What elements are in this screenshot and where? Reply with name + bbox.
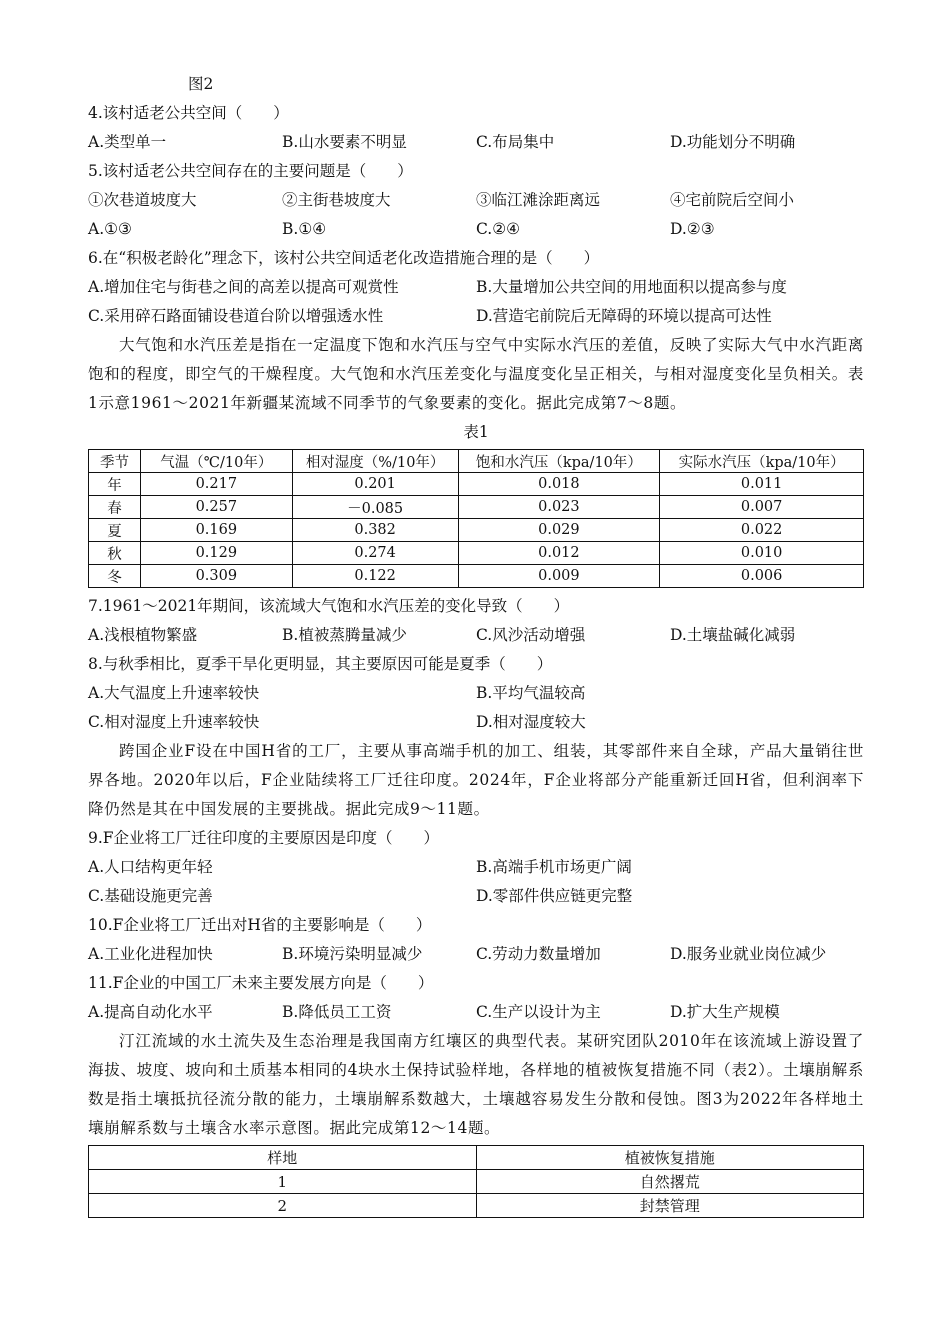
q10-option-d: D.服务业就业岗位减少 xyxy=(670,945,827,963)
table-cell: 0.022 xyxy=(660,519,864,542)
table-cell: 0.006 xyxy=(660,565,864,588)
table-cell: 0.122 xyxy=(292,565,458,588)
table2 xyxy=(88,1145,864,1218)
q7-options xyxy=(88,621,864,650)
q6-options-row2 xyxy=(88,302,864,331)
passage-soil: 汀江流域的水土流失及生态治理是我国南方红壤区的典型代表。某研究团队2010年在该流域上游设置了海拔、坡度、坡向和土质基本相同的4块水土保持试验样地，各样地的植被恢复措施不同（表2）。土壤崩解系数是指土壤抵抗径流分散的能力，土壤崩解系数越大，土壤越容易发生分散和侵蚀。图3为2022年各样地土壤崩解系数与土壤含水率示意图。据此完成第12～14题。 xyxy=(88,1032,864,1137)
table-cell: 0.309 xyxy=(140,565,292,588)
q7-stem: 7.1961～2021年期间，该流域大气饱和水汽压差的变化导致（ ） xyxy=(88,597,570,615)
table-cell: －0.085 xyxy=(292,496,458,519)
q7-option-d: D.土壤盐碱化减弱 xyxy=(670,626,796,644)
table-row xyxy=(89,565,864,588)
q11-option-d: D.扩大生产规模 xyxy=(670,1003,780,1021)
q11-stem: 11.F企业的中国工厂未来主要发展方向是（ ） xyxy=(88,974,434,992)
table-cell: 0.217 xyxy=(140,473,292,496)
table1-header: 饱和水汽压（kpa/10年） xyxy=(458,450,660,473)
table-cell: 0.382 xyxy=(292,519,458,542)
table-cell: 0.009 xyxy=(458,565,660,588)
table2-header-row xyxy=(89,1146,864,1170)
table-cell: 夏 xyxy=(89,519,141,542)
q5-item-1: ①次巷道坡度大 xyxy=(88,191,197,209)
q10-option-b: B.环境污染明显减少 xyxy=(282,945,423,963)
table-cell: 封禁管理 xyxy=(476,1194,864,1218)
q4-option-b: B.山水要素不明显 xyxy=(282,133,407,151)
q5-option-b: B.①④ xyxy=(282,220,327,238)
q4-option-c: C.布局集中 xyxy=(476,133,555,151)
table-cell: 0.012 xyxy=(458,542,660,565)
q10-option-a: A.工业化进程加快 xyxy=(88,945,213,963)
table-cell: 1 xyxy=(89,1170,477,1194)
table-cell: 自然撂荒 xyxy=(476,1170,864,1194)
table-cell: 冬 xyxy=(89,565,141,588)
q5-option-d: D.②③ xyxy=(670,220,715,238)
q5-items xyxy=(88,186,864,215)
q6-option-b: B.大量增加公共空间的用地面积以提高参与度 xyxy=(476,278,787,296)
q11-option-a: A.提高自动化水平 xyxy=(88,1003,213,1021)
table1-header: 实际水汽压（kpa/10年） xyxy=(660,450,864,473)
q7-option-c: C.风沙活动增强 xyxy=(476,626,586,644)
table-row xyxy=(89,542,864,565)
q4-option-a: A.类型单一 xyxy=(88,133,167,151)
table1-header: 相对湿度（%/10年） xyxy=(292,450,458,473)
q9-options-row1 xyxy=(88,853,864,882)
table-cell: 0.201 xyxy=(292,473,458,496)
table-cell: 0.023 xyxy=(458,496,660,519)
q6-options-row1 xyxy=(88,273,864,302)
table-cell: 0.007 xyxy=(660,496,864,519)
q9-option-d: D.零部件供应链更完整 xyxy=(476,887,633,905)
q8-stem: 8.与秋季相比，夏季干旱化更明显，其主要原因可能是夏季（ ） xyxy=(88,655,553,673)
q8-options-row1 xyxy=(88,679,864,708)
q11-option-c: C.生产以设计为主 xyxy=(476,1003,601,1021)
table1-header: 季节 xyxy=(89,450,141,473)
q6-stem: 6.在“积极老龄化”理念下，该村公共空间适老化改造措施合理的是（ ） xyxy=(88,249,600,267)
table-row xyxy=(89,519,864,542)
q4-options xyxy=(88,128,864,157)
q6-option-a: A.增加住宅与街巷之间的高差以提高可观赏性 xyxy=(88,278,399,296)
table-row xyxy=(89,496,864,519)
passage-enterprise: 跨国企业F设在中国H省的工厂，主要从事高端手机的加工、组装，其零部件来自全球，产品大量销往世界各地。2020年以后，F企业陆续将工厂迁往印度。2024年，F企业将部分产能重新迁回H省，但利润率下降仍然是其在中国发展的主要挑战。据此完成9～11题。 xyxy=(88,742,864,818)
table1 xyxy=(88,449,864,588)
table-cell: 0.274 xyxy=(292,542,458,565)
exam-page xyxy=(88,70,864,1218)
q6-option-c: C.采用碎石路面铺设巷道台阶以增强透水性 xyxy=(88,307,384,325)
table2-header: 样地 xyxy=(89,1146,477,1170)
table-cell: 春 xyxy=(89,496,141,519)
q4-stem: 4.该村适老公共空间（ ） xyxy=(88,104,289,122)
q5-option-a: A.①③ xyxy=(88,220,132,238)
q10-option-c: C.劳动力数量增加 xyxy=(476,945,601,963)
q5-item-4: ④宅前院后空间小 xyxy=(670,191,795,209)
table-row xyxy=(89,1170,864,1194)
q8-option-b: B.平均气温较高 xyxy=(476,684,586,702)
table-row xyxy=(89,1194,864,1218)
table-cell: 0.018 xyxy=(458,473,660,496)
q8-option-d: D.相对湿度较大 xyxy=(476,713,586,731)
table-cell: 0.169 xyxy=(140,519,292,542)
figure-caption: 图2 xyxy=(188,75,214,93)
q11-options xyxy=(88,998,864,1027)
table2-header: 植被恢复措施 xyxy=(476,1146,864,1170)
q8-option-c: C.相对湿度上升速率较快 xyxy=(88,713,260,731)
q5-stem: 5.该村适老公共空间存在的主要问题是（ ） xyxy=(88,162,413,180)
q11-option-b: B.降低员工工资 xyxy=(282,1003,392,1021)
q5-item-3: ③临江滩涂距离远 xyxy=(476,191,601,209)
q8-options-row2 xyxy=(88,708,864,737)
table1-title: 表1 xyxy=(463,423,489,441)
q5-item-2: ②主街巷坡度大 xyxy=(282,191,391,209)
table-cell: 2 xyxy=(89,1194,477,1218)
q9-option-b: B.高端手机市场更广阔 xyxy=(476,858,632,876)
table1-header-row xyxy=(89,450,864,473)
q6-option-d: D.营造宅前院后无障碍的环境以提高可达性 xyxy=(476,307,772,325)
q5-options xyxy=(88,215,864,244)
table-cell: 0.029 xyxy=(458,519,660,542)
table-cell: 0.010 xyxy=(660,542,864,565)
q10-stem: 10.F企业将工厂迁出对H省的主要影响是（ ） xyxy=(88,916,432,934)
table-row xyxy=(89,473,864,496)
q8-option-a: A.大气温度上升速率较快 xyxy=(88,684,260,702)
q9-option-a: A.人口结构更年轻 xyxy=(88,858,213,876)
q5-option-c: C.②④ xyxy=(476,220,521,238)
q9-stem: 9.F企业将工厂迁往印度的主要原因是印度（ ） xyxy=(88,829,440,847)
table1-header: 气温（℃/10年） xyxy=(140,450,292,473)
table-cell: 秋 xyxy=(89,542,141,565)
q4-option-d: D.功能划分不明确 xyxy=(670,133,796,151)
table-cell: 0.129 xyxy=(140,542,292,565)
q9-options-row2 xyxy=(88,882,864,911)
q9-option-c: C.基础设施更完善 xyxy=(88,887,213,905)
passage-vpd: 大气饱和水汽压差是指在一定温度下饱和水汽压与空气中实际水汽压的差值，反映了实际大气中水汽距离饱和的程度，即空气的干燥程度。大气饱和水汽压差变化与温度变化呈正相关，与相对湿度变化呈负相关。表1示意1961～2021年新疆某流域不同季节的气象要素的变化。据此完成第7～8题。 xyxy=(88,336,864,412)
table-cell: 0.257 xyxy=(140,496,292,519)
table-cell: 0.011 xyxy=(660,473,864,496)
q7-option-b: B.植被蒸腾量减少 xyxy=(282,626,407,644)
table-cell: 年 xyxy=(89,473,141,496)
q7-option-a: A.浅根植物繁盛 xyxy=(88,626,198,644)
q10-options xyxy=(88,940,864,969)
